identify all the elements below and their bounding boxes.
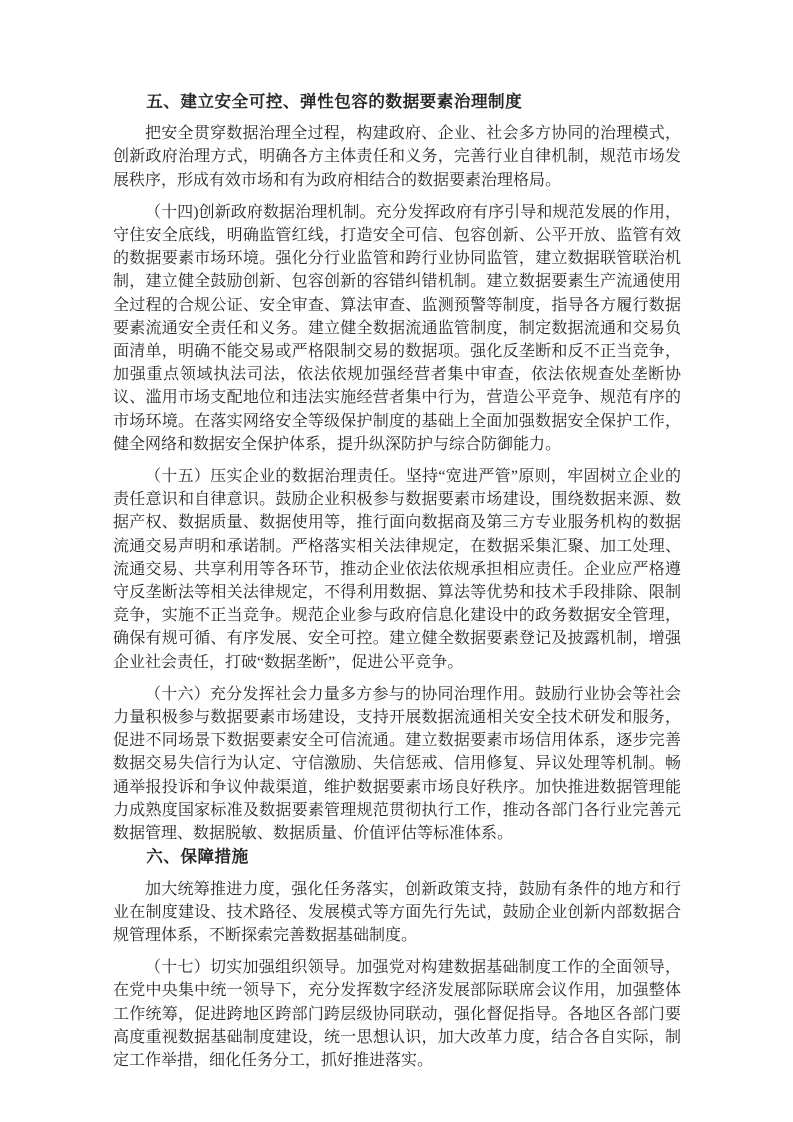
support-intro-paragraph: 加大统筹推进力度，强化任务落实，创新政策支持，鼓励有条件的地方和行业在制度建设、技术路径、发展模式等方面先行先试，鼓励企业创新内部数据合规管理体系，不断探索完善数据基础制度。 xyxy=(113,880,681,944)
section-heading-6: 六、保障措施 xyxy=(146,847,249,867)
paragraph-item-15: （十五）压实企业的数据治理责任。坚持“宽进严管”原则，牢固树立企业的责任意识和自律意识。鼓励企业积极参与数据要素市场建设，围绕数据来源、数据产权、数据质量、数据使用等，推行面向数据商及第三方专业服务机构的数据流通交易声明和承诺制。严格落实相关法律规定，在数据采集汇聚、加工处理、流通交易、共享利用等各环节，推动企业依法依规承担相应责任。企业应严格遵守反垄断法等相关法律规定，不得利用数据、算法等优势和技术手段排除、限制竞争，实施不正当竞争。规范企业参与政府信息化建设中的政务数据安全管理，确保有规可循、有序发展、安全可控。建立健全数据要素登记及披露机制，增强企业社会责任，打破“数据垄断”，促进公平竞争。 xyxy=(113,468,681,671)
paragraph-item-16: （十六）充分发挥社会力量多方参与的协同治理作用。鼓励行业协会等社会力量积极参与数据要素市场建设，支持开展数据流通相关安全技术研发和服务，促进不同场景下数据要素安全可信流通。建立数据要素市场信用体系，逐步完善数据交易失信行为认定、守信激励、失信惩戒、信用修复、异议处理等机制。畅通举报投诉和争议仲裁渠道，维护数据要素市场良好秩序。加快推进数据管理能力成熟度国家标准及数据要素管理规范贯彻执行工作，推动各部门各行业完善元数据管理、数据脱敏、数据质量、价值评估等标准体系。 xyxy=(113,685,681,843)
intro-paragraph: 把安全贯穿数据治理全过程，构建政府、企业、社会多方协同的治理模式，创新政府治理方式，明确各方主体责任和义务，完善行业自律机制，规范市场发展秩序，形成有效市场和有为政府相结合的数据要素治理格局。 xyxy=(113,125,681,189)
paragraph-item-17: （十七）切实加强组织领导。加强党对构建数据基础制度工作的全面领导，在党中央集中统一领导下，充分发挥数字经济发展部际联席会议作用，加强整体工作统筹，促进跨地区跨部门跨层级协同联动，强化督促指导。各地区各部门要高度重视数据基础制度建设，统一思想认识，加大改革力度，结合各自实际，制定工作举措，细化任务分工，抓好推进落实。 xyxy=(113,959,681,1069)
section-heading-5: 五、建立安全可控、弹性包容的数据要素治理制度 xyxy=(146,92,523,111)
paragraph-item-14: （十四)创新政府数据治理机制。充分发挥政府有序引导和规范发展的作用，守住安全底线，明确监管红线，打造安全可信、包容创新、公平开放、监管有效的数据要素市场环境。强化分行业监管和跨行业协同监管，建立数据联管联治机制，建立健全鼓励创新、包容创新的容错纠错机制。建立数据要素生产流通使用全过程的合规公证、安全审查、算法审查、监测预警等制度，指导各方履行数据要素流通安全责任和义务。建立健全数据流通监管制度，制定数据流通和交易负面清单，明确不能交易或严格限制交易的数据项。强化反垄断和反不正当竞争，加强重点领域执法司法，依法依规加强经营者集中审查，依法依规查处垄断协议、滥用市场支配地位和违法实施经营者集中行为，营造公平竞争、规范有序的市场环境。在落实网络安全等级保护制度的基础上全面加强数据安全保护工作，健全网络和数据安全保护体系，提升纵深防护与综合防御能力。 xyxy=(113,203,681,453)
